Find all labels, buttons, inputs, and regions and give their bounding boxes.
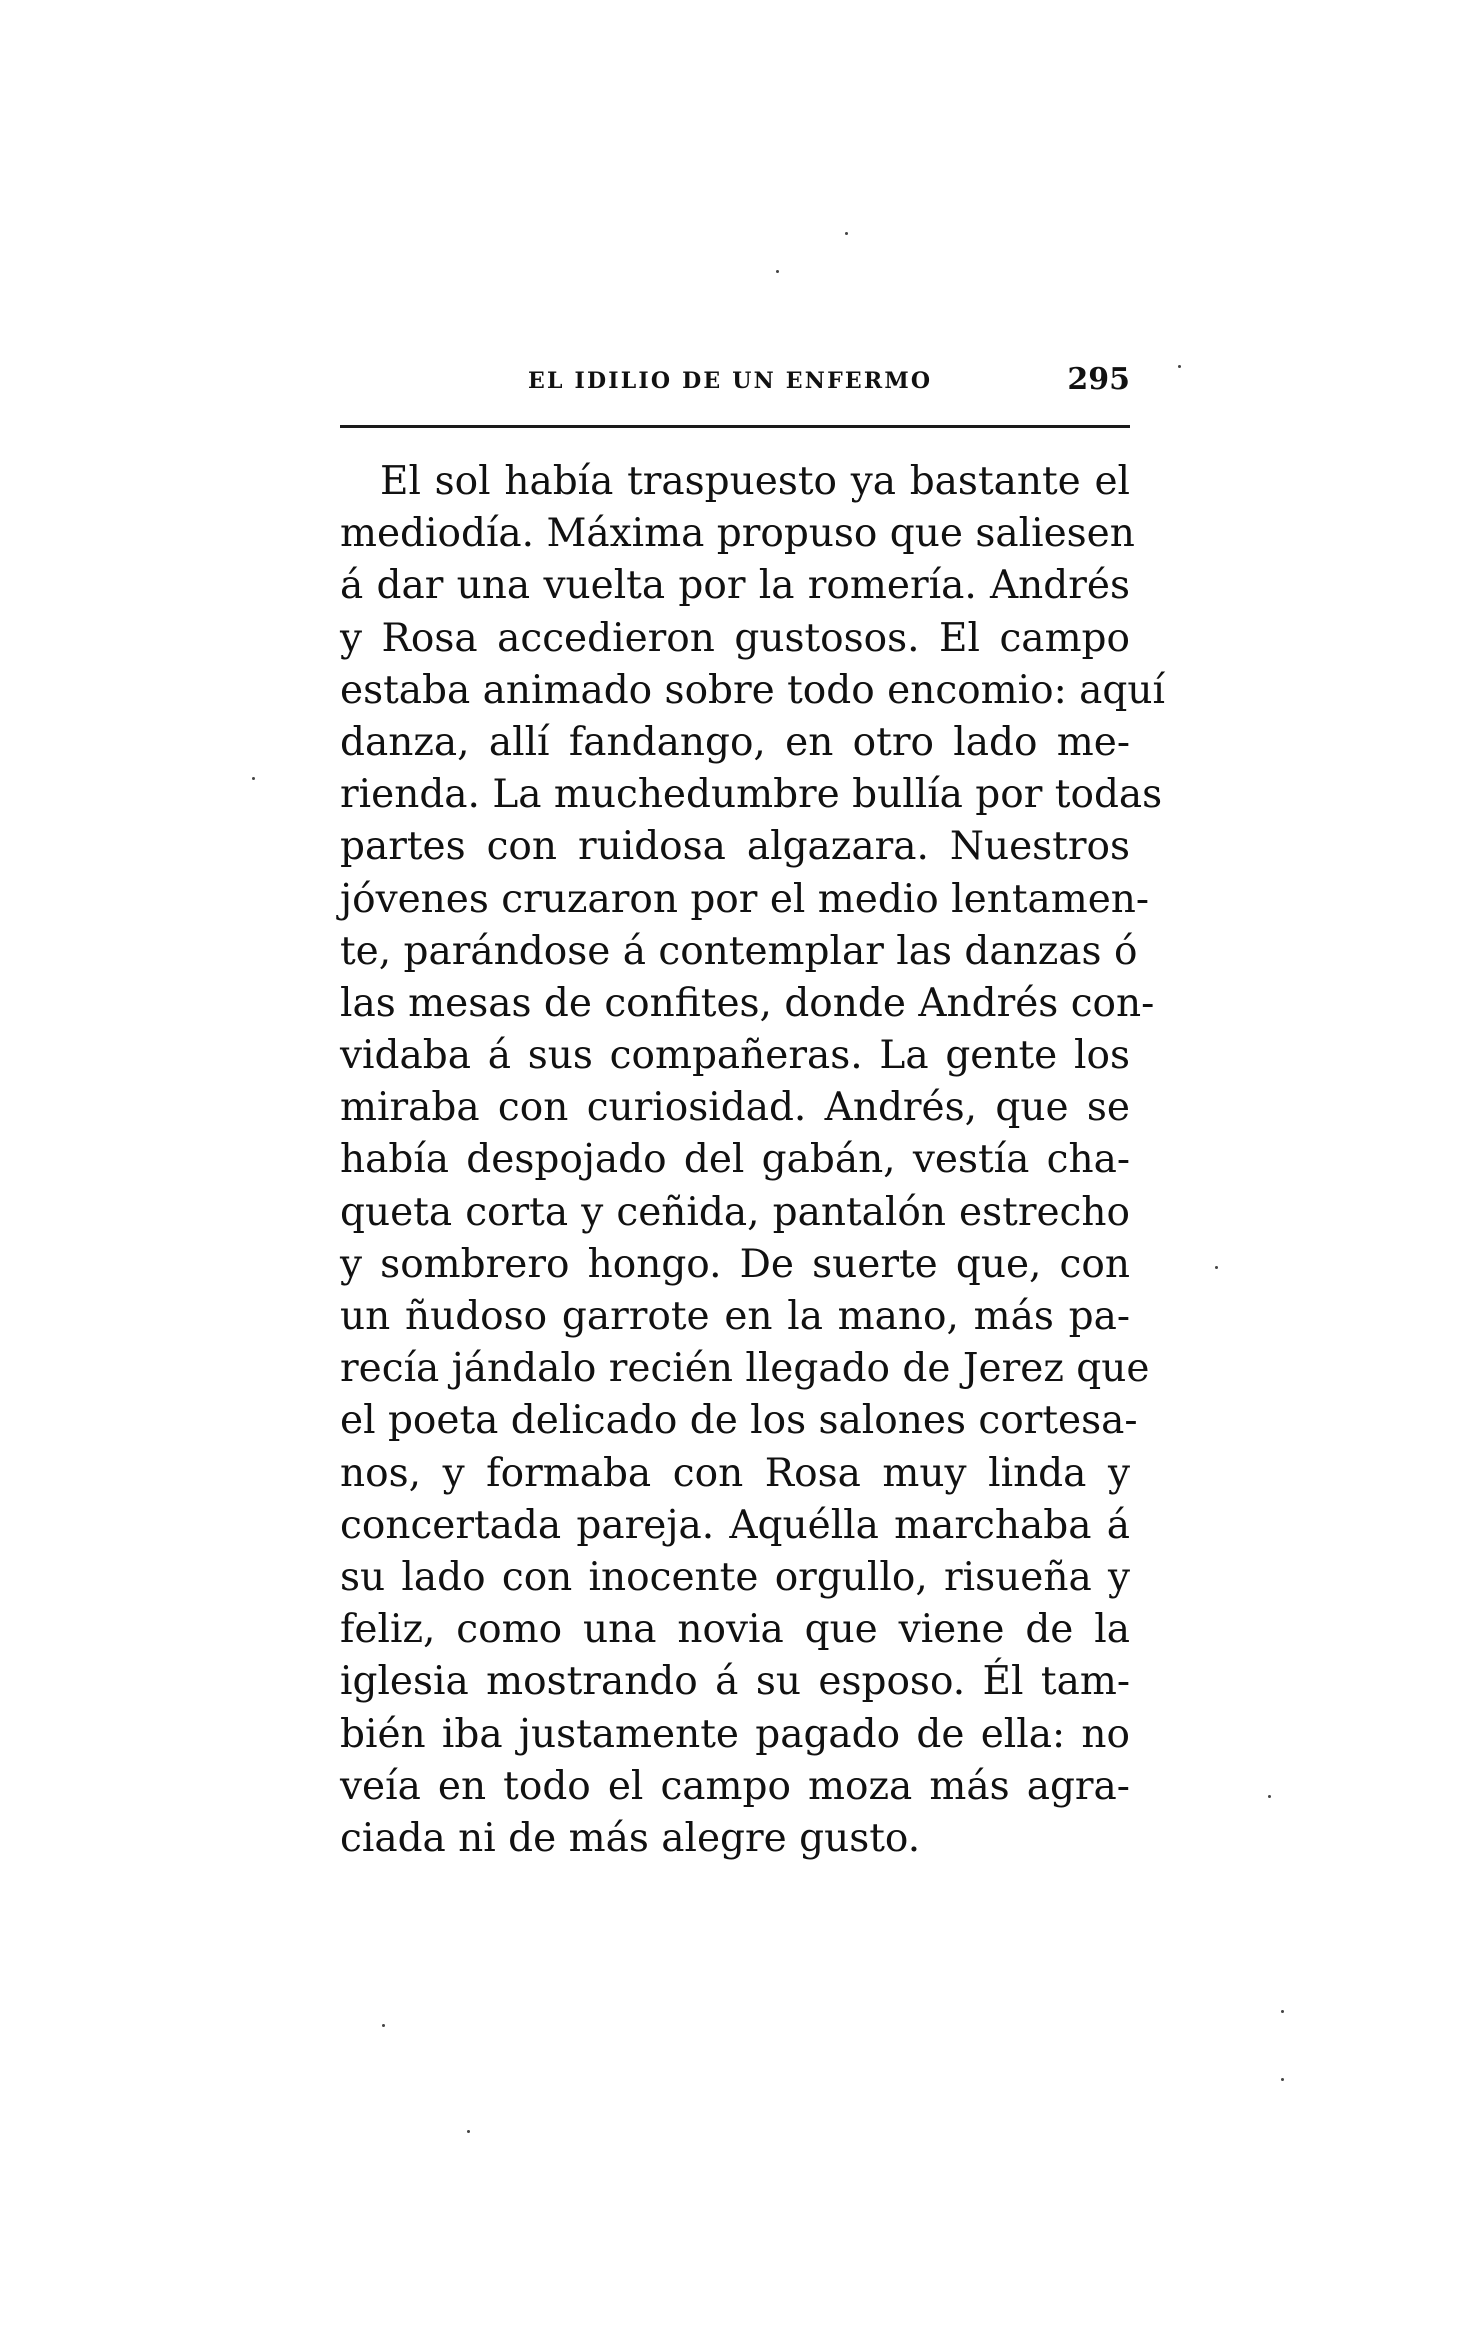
text-line: danza, allí fandango, en otro lado me-	[340, 719, 1130, 765]
text-line: rienda. La muchedumbre bullía por todas	[340, 772, 1163, 818]
speck	[1268, 1795, 1271, 1798]
speck	[467, 2130, 470, 2133]
speck	[1281, 2010, 1284, 2013]
text-line: un ñudoso garrote en la mano, más pa-	[340, 1294, 1130, 1339]
text-line: el poeta delicado de los salones cortesa-	[340, 1398, 1138, 1444]
text-line: veía en todo el campo moza más agra-	[340, 1763, 1130, 1809]
page-number: 295	[1067, 362, 1130, 397]
text-line: mediodía. Máxima propuso que saliesen	[340, 511, 1135, 557]
text-line: nos, y formaba con Rosa muy linda y	[340, 1450, 1130, 1496]
text-line: y Rosa accedieron gustosos. El campo	[340, 615, 1130, 661]
text-line: había despojado del gabán, vestía cha-	[340, 1137, 1130, 1183]
text-line: vidaba á sus compañeras. La gente los	[340, 1033, 1130, 1079]
speck	[1215, 1266, 1218, 1269]
text-line: partes con ruidosa algazara. Nuestros	[340, 824, 1130, 870]
text-line: su lado con inocente orgullo, risueña y	[340, 1554, 1130, 1600]
header-rule	[340, 425, 1130, 428]
speck	[845, 232, 848, 235]
text-line: recía jándalo recién llegado de Jerez que	[340, 1346, 1150, 1392]
text-line: á dar una vuelta por la romería. Andrés	[340, 563, 1130, 609]
text-line: las mesas de confites, donde Andrés con-	[340, 980, 1155, 1026]
text-line: queta corta y ceñida, pantalón estrecho	[340, 1189, 1130, 1235]
running-head	[340, 362, 1130, 402]
text-line: bién iba justamente pagado de ella: no	[340, 1711, 1130, 1757]
speck	[252, 777, 255, 780]
body-paragraph	[340, 456, 1165, 1865]
text-line: jóvenes cruzaron por el medio lentamen-	[340, 876, 1150, 922]
speck	[1281, 2078, 1284, 2081]
speck	[776, 270, 779, 273]
text-line: concertada pareja. Aquélla marchaba á	[340, 1502, 1130, 1548]
speck	[382, 2024, 385, 2027]
text-line: ciada ni de más alegre gusto.	[340, 1815, 921, 1861]
text-line: miraba con curiosidad. Andrés, que se	[340, 1085, 1130, 1131]
text-line: y sombrero hongo. De suerte que, con	[340, 1241, 1130, 1287]
text-line: estaba animado sobre todo encomio: aquí	[340, 667, 1165, 713]
text-line: feliz, como una novia que viene de la	[340, 1607, 1130, 1653]
text-line: te, parándose á contemplar las danzas ó	[340, 928, 1138, 974]
text-line: iglesia mostrando á su esposo. Él tam-	[340, 1659, 1130, 1705]
text-line: El sol había traspuesto ya bastante el	[380, 459, 1130, 504]
running-title: EL IDILIO DE UN ENFERMO	[528, 368, 933, 394]
speck	[1178, 365, 1181, 368]
